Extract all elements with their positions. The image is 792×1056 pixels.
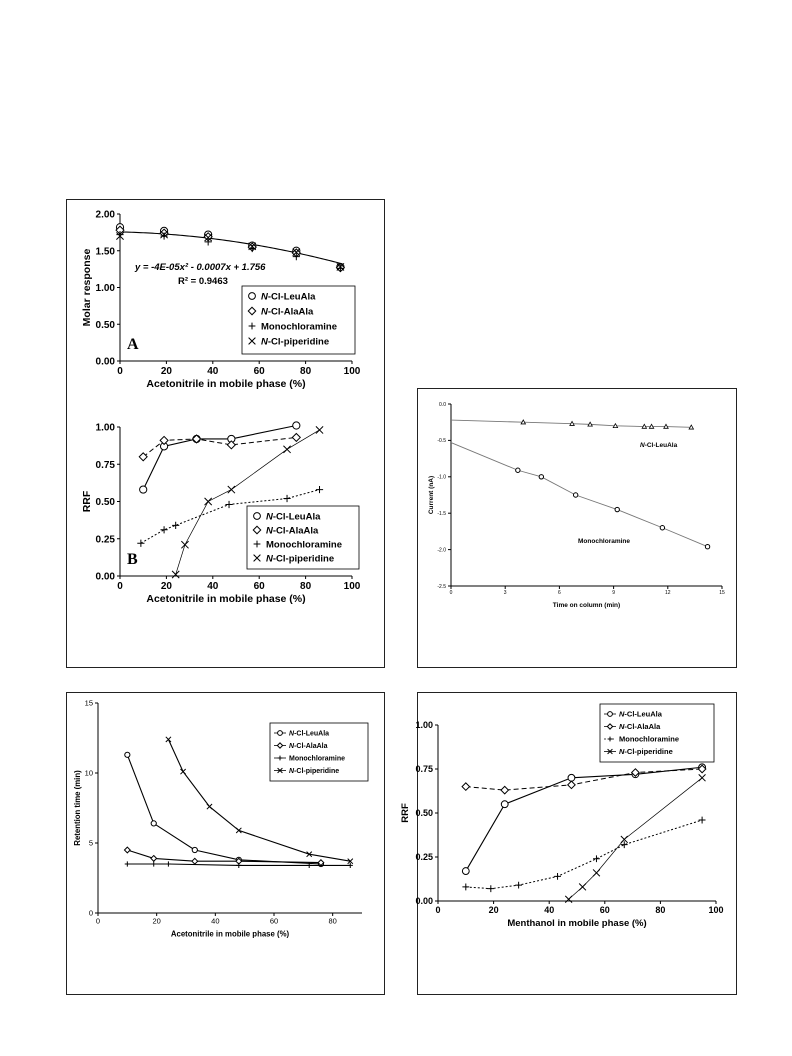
y-tick-label: 0 [88, 908, 93, 918]
data-point [501, 786, 508, 793]
y-axis-title: RRF [400, 803, 411, 823]
y-tick-label: 0.50 [415, 808, 433, 819]
x-tick-label: 80 [300, 581, 312, 592]
y-tick-label: 5 [88, 838, 93, 848]
x-tick-label: 12 [665, 590, 671, 596]
legend-label: N-Cl-LeuAla [261, 291, 316, 303]
data-point [554, 873, 561, 880]
x-axis-title: Acetonitrile in mobile phase (%) [146, 378, 306, 390]
series-line [466, 820, 702, 889]
panel-letter: B [127, 551, 138, 568]
data-point [699, 774, 706, 781]
y-axis-title: Molar response [81, 248, 93, 327]
series-n-cl-leuala [462, 764, 705, 875]
data-point [192, 847, 197, 852]
data-point [565, 896, 572, 903]
legend-item [254, 539, 342, 550]
y-tick-label: -1.0 [437, 474, 446, 481]
data-point [660, 526, 664, 530]
data-point [664, 424, 668, 428]
series-line [143, 426, 296, 490]
legend-item [254, 553, 335, 564]
y-tick-label: 0.75 [415, 764, 433, 775]
data-point [613, 424, 617, 428]
x-tick-label: 60 [599, 905, 610, 915]
data-point [588, 422, 592, 426]
x-tick-label: 40 [207, 366, 219, 377]
chart-D [73, 699, 368, 939]
data-point [160, 526, 167, 533]
x-tick-label: 0 [117, 581, 123, 592]
data-point [689, 425, 693, 429]
y-tick-label: 2.00 [95, 209, 115, 221]
x-tick-label: 40 [211, 916, 220, 926]
equation-label: y = -4E-05x² - 0.0007x + 1.756 [135, 262, 266, 273]
legend-label: N-Cl-LeuAla [266, 511, 321, 523]
series-annotation: N-Cl-LeuAla [640, 442, 678, 449]
x-tick-label: 80 [655, 905, 666, 915]
legend-marker [249, 293, 256, 300]
x-tick-label: 100 [343, 366, 361, 377]
y-axis-title: Current (nA) [428, 475, 435, 515]
data-point [151, 821, 156, 826]
data-point [192, 858, 198, 864]
legend-label: N-Cl-AlaAla [261, 306, 314, 318]
data-point [225, 501, 232, 508]
legend [600, 704, 714, 762]
legend-label: N-Cl-piperidine [261, 336, 330, 348]
data-point [539, 475, 543, 479]
y-tick-label: 0.00 [415, 896, 433, 907]
data-point [487, 885, 494, 892]
legend [270, 723, 368, 781]
series-line [569, 778, 702, 899]
legend-label: N-Cl-LeuAla [289, 730, 330, 738]
data-point [137, 540, 144, 547]
y-axis-title: RRF [81, 490, 93, 513]
y-tick-label: 0.50 [95, 319, 115, 331]
y-tick-label: 15 [84, 698, 93, 708]
data-point [166, 737, 171, 742]
legend-label: N-Cl-LeuAla [619, 709, 662, 719]
data-point [172, 571, 179, 578]
series-n-cl-leuala [451, 420, 693, 429]
y-tick-label: 1.00 [95, 283, 115, 294]
y-tick-label: -2.0 [437, 547, 446, 554]
legend-label: Monochloramine [289, 755, 346, 763]
data-point [151, 861, 156, 866]
x-tick-label: 60 [253, 366, 265, 377]
series-n-cl-piperidine [565, 774, 705, 902]
data-point [593, 855, 600, 862]
legend [247, 506, 359, 569]
y-tick-label: -1.5 [437, 510, 446, 517]
legend-item [249, 336, 330, 347]
x-axis-title: Time on column (min) [552, 602, 621, 609]
data-point [462, 783, 469, 790]
legend-label: Monochloramine [261, 321, 338, 333]
y-tick-label: 0.75 [95, 459, 115, 471]
x-tick-label: 20 [160, 366, 172, 377]
data-point [166, 861, 171, 866]
r-squared-label: R² = 0.9463 [178, 276, 228, 287]
data-point [160, 436, 168, 444]
y-tick-label: 0.0 [439, 401, 446, 408]
x-axis-title: Acetonitrile in mobile phase (%) [146, 593, 306, 605]
y-axis-title: Retention time (min) [73, 770, 82, 846]
series-line [451, 443, 708, 547]
data-point [228, 486, 235, 493]
x-tick-label: 0 [449, 590, 453, 596]
data-point [568, 781, 575, 788]
x-tick-label: 20 [488, 905, 499, 915]
x-tick-label: 80 [300, 366, 312, 377]
legend-marker [608, 712, 613, 717]
legend-marker [278, 731, 283, 736]
data-point [573, 493, 577, 497]
fit-curve [120, 232, 340, 263]
series-annotation: Monochloramine [578, 538, 631, 545]
x-tick-label: 60 [253, 581, 265, 592]
data-point [699, 817, 706, 824]
data-point [642, 424, 646, 428]
series-line [466, 767, 702, 871]
chart-A [81, 210, 361, 391]
data-point [236, 863, 241, 868]
x-tick-label: 9 [612, 590, 615, 596]
x-axis-title: Acetonitrile in mobile phase (%) [170, 929, 290, 939]
chart-C [428, 402, 725, 609]
data-point [125, 861, 130, 866]
data-point [283, 495, 290, 502]
data-point [140, 486, 147, 493]
data-point [125, 752, 130, 757]
data-point [207, 804, 212, 809]
data-point [649, 424, 653, 428]
y-tick-label: -0.5 [437, 438, 446, 445]
data-point [151, 856, 157, 862]
data-point [462, 884, 469, 891]
x-tick-label: 0 [95, 916, 101, 926]
x-tick-label: 60 [269, 916, 279, 926]
y-tick-label: 0.25 [415, 852, 433, 863]
y-tick-label: 1.00 [95, 422, 115, 434]
x-tick-label: 80 [328, 916, 337, 926]
data-point [172, 522, 179, 529]
data-point [205, 498, 212, 505]
y-tick-label: 0.00 [95, 356, 115, 368]
data-point [227, 441, 235, 449]
data-point [316, 426, 323, 433]
x-tick-label: 40 [544, 905, 555, 915]
data-point [283, 446, 290, 453]
y-tick-label: 1.00 [415, 720, 433, 731]
x-tick-label: 100 [708, 905, 724, 915]
data-point [501, 801, 508, 808]
legend [242, 286, 355, 354]
data-point [180, 769, 185, 774]
y-tick-label: -2.5 [437, 583, 446, 590]
x-tick-label: 6 [558, 590, 561, 596]
data-point [521, 420, 525, 424]
legend-label: Monochloramine [266, 539, 343, 551]
data-point [570, 421, 574, 425]
panel-letter: A [127, 336, 139, 353]
series-monochloramine [462, 817, 705, 892]
x-tick-label: 0 [435, 905, 441, 915]
x-tick-label: 20 [152, 916, 161, 926]
chart-E [400, 704, 724, 929]
data-point [316, 486, 323, 493]
y-tick-label: 10 [84, 768, 93, 778]
legend-label: N-Cl-piperidine [266, 553, 335, 565]
series-monochloramine [451, 443, 710, 549]
data-point [705, 544, 709, 548]
x-axis-title: Menthanol in mobile phase (%) [507, 918, 647, 929]
x-tick-label: 0 [117, 366, 123, 377]
x-tick-label: 20 [160, 581, 172, 592]
data-point [568, 774, 575, 781]
legend-label: N-Cl-AlaAla [619, 722, 661, 732]
data-point [579, 884, 586, 891]
series-line [466, 769, 702, 790]
data-point [515, 882, 522, 889]
legend-label: N-Cl-AlaAla [266, 525, 319, 537]
legend-label: N-Cl-piperidine [619, 747, 673, 757]
x-tick-label: 100 [343, 581, 361, 592]
data-point [615, 507, 619, 511]
legend-marker [254, 513, 261, 520]
data-point [181, 541, 188, 548]
chart-B [81, 422, 361, 605]
series-n-cl-alaala [462, 765, 706, 794]
data-point [124, 847, 130, 853]
legend-label: N-Cl-piperidine [289, 767, 340, 775]
legend-label: N-Cl-AlaAla [289, 742, 328, 750]
data-point [292, 433, 300, 441]
legend-item [249, 321, 337, 332]
data-point [593, 869, 600, 876]
x-tick-label: 40 [207, 581, 219, 592]
y-tick-label: 0.50 [95, 497, 115, 508]
y-tick-label: 0.25 [95, 534, 115, 546]
data-point [293, 422, 300, 429]
data-point [516, 468, 520, 472]
data-point [462, 868, 469, 875]
x-tick-label: 3 [503, 590, 507, 596]
data-point [236, 828, 241, 833]
legend-label: Monochloramine [619, 734, 680, 744]
y-tick-label: 0.00 [95, 571, 115, 583]
x-tick-label: 15 [719, 590, 725, 596]
y-tick-label: 1.50 [95, 246, 115, 258]
